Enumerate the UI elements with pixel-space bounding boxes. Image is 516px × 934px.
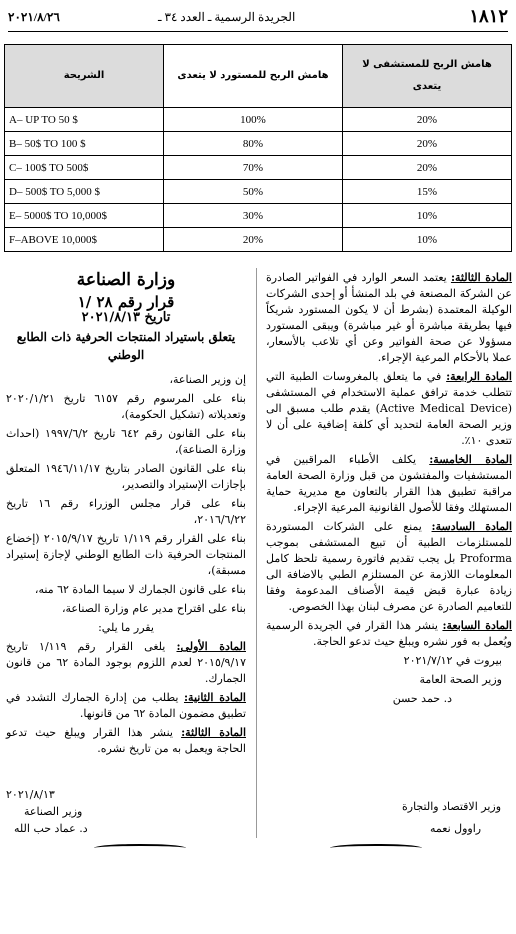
- cell-hospital-margin: 20%: [343, 108, 512, 132]
- article-label: المادة الخامسة:: [429, 453, 513, 466]
- header-rule: [8, 31, 508, 32]
- industry-minister-title: وزير الصناعة: [24, 805, 83, 818]
- article-text: يمنع على الشركات المستوردة للمستلزمات الطبية أن تبيع المستشفى بموجب Proforma بل يجب تقديم فاتورة رسمية تلحظ كامل المعلومات اللازمة عن المستلزم الطبي بالاضافة الى زيادة عبارة قبض قيمة الأصناف المدعومة وفقا للتعاميم الصادرة عن مصرف لبنان بهذا الخصوص.: [266, 520, 512, 613]
- industry-minister-name: د. عماد حب الله: [14, 822, 88, 835]
- profit-margin-table: [4, 44, 512, 252]
- page-number: ١٨١٢: [469, 6, 508, 26]
- cell-hospital-margin: 20%: [343, 132, 512, 156]
- decision-date: تاريخ ٢٠٢١/٨/١٣: [81, 310, 171, 325]
- signature-date: ٢٠٢١/٨/١٣: [6, 788, 55, 801]
- cell-price-bracket: C– 100$ TO 500$: [5, 156, 164, 180]
- header-hospital: هامش الربح للمستشفى لا يتعدى: [343, 45, 512, 108]
- cell-price-bracket: B– 50$ TO 100 $: [5, 132, 164, 156]
- cell-price-bracket: E– 5000$ TO 10,000$: [5, 204, 164, 228]
- decision-continuation: [266, 270, 512, 710]
- health-minister-name: د. حمد حسن: [392, 692, 452, 705]
- cell-hospital-margin: 15%: [343, 180, 512, 204]
- cell-hospital-margin: 10%: [343, 228, 512, 252]
- article-label: المادة الثانية:: [183, 691, 246, 704]
- page-header: [8, 8, 508, 30]
- decision-subject: يتعلق باستيراد المنتجات الحرفية ذات الطابع الوطني: [16, 330, 236, 362]
- article-text: يعتمد السعر الوارد في الفواتير الصادرة عن الشركة المصنعة في بلد المنشأ أو إحدى الشركات الوكيلة المعتمدة (بشرط أن لا يكون المستورد شريكاً فيها بطريقة مباشرة أو غير مباشرة) ويبقى المستورد مسؤولا عن صحة الفواتير وعن أي تلاعب بالأسعار، عملا بالأحكام المرعية الإجراء.: [266, 271, 512, 364]
- cell-importer-margin: 80%: [164, 132, 343, 156]
- article-text: ينشر هذا القرار ويبلغ حيث تدعو الحاجة ويعمل به من تاريخ نشره.: [6, 726, 246, 755]
- article-text: يطلب من إدارة الجمارك التشدد في تطبيق مضمون المادة ٦٢ من قانونها.: [6, 691, 246, 720]
- preamble: بناء على القرار رقم ١/١١٩ تاريخ ٢٠١٥/٩/١٧ (إخضاع المنتجات الحرفية ذات الطابع الوطني لإجازة إستيراد مسبقة)،: [6, 532, 246, 577]
- table-header-row: [5, 45, 512, 108]
- header-importer: هامش الربح للمستورد لا يتعدى: [164, 45, 343, 108]
- table-row: [5, 228, 512, 252]
- header-date: ٢٠٢١/٨/٢٦: [8, 10, 60, 24]
- table-row: [5, 204, 512, 228]
- header-title: الجريدة الرسمية ـ العدد ٣٤ ـ: [158, 10, 296, 24]
- econ-minister-title: وزير الاقتصاد والتجارة: [402, 800, 502, 813]
- article-label: المادة السابعة:: [442, 619, 512, 632]
- section-end-mark: [330, 844, 422, 852]
- section-end-mark: [94, 844, 186, 852]
- econ-minister-name: راوول نعمه: [430, 822, 482, 835]
- preamble: إن وزير الصناعة،: [169, 373, 246, 386]
- health-minister-title: وزير الصحة العامة: [419, 673, 502, 686]
- article-text: يكلف الأطباء المراقبين في المستشفيات والمفتشون من قبل وزارة الصحة العامة مراقبة تطبيق هذا القرار بالتعاون مع مديرية حماية المستهلك وفقا للأصول القانونية المرعية الإجراء.: [266, 453, 512, 514]
- article-label: المادة الرابعة:: [446, 370, 512, 383]
- ministry-title: وزارة الصناعة: [76, 270, 176, 290]
- cell-hospital-margin: 10%: [343, 204, 512, 228]
- decision-number: قرار رقم ٢٨ /١: [77, 293, 175, 311]
- header-bracket: الشريحة: [5, 45, 164, 108]
- table-row: [5, 180, 512, 204]
- cell-hospital-margin: 20%: [343, 156, 512, 180]
- cell-importer-margin: 20%: [164, 228, 343, 252]
- table-row: [5, 108, 512, 132]
- article-label: المادة الأولى:: [176, 640, 246, 653]
- article-label: المادة الثالثة:: [450, 271, 512, 284]
- column-divider: [256, 268, 257, 838]
- cell-price-bracket: F–ABOVE 10,000$: [5, 228, 164, 252]
- article-text: في ما يتعلق بالمغروسات الطبية التي تتطلب خدمة ترافق عملية الاستخدام في المستشفى (Active Medical Device) يقدم طلب مسبق الى وزير الصحة العامة لتحديد أي كلفة إضافية على أن لا تتعدى ١٠٪.: [266, 370, 513, 447]
- cell-importer-margin: 100%: [164, 108, 343, 132]
- cell-importer-margin: 70%: [164, 156, 343, 180]
- preamble: بناء على المرسوم رقم ٦١٥٧ تاريخ ٢٠٢٠/١/٢١ وتعديلاته (تشكيل الحكومة)،: [6, 392, 246, 421]
- decides-line: يقرر ما يلي:: [98, 621, 154, 634]
- preamble: بناء على اقتراح مدير عام وزارة الصناعة،: [61, 602, 246, 615]
- preamble: بناء على قرار مجلس الوزراء رقم ١٦ تاريخ ٢٠١٦/٦/٢٢،: [6, 497, 246, 526]
- preamble: بناء على القانون رقم ٦٤٢ تاريخ ١٩٩٧/٦/٢ (احداث وزارة الصناعة)،: [6, 427, 246, 456]
- cell-price-bracket: D– 500$ TO 5,000 $: [5, 180, 164, 204]
- industry-decision: [6, 270, 246, 760]
- article-label: المادة السادسة:: [431, 520, 512, 533]
- cell-price-bracket: A– UP TO 50 $: [5, 108, 164, 132]
- cell-importer-margin: 30%: [164, 204, 343, 228]
- article-text: يلغى القرار رقم ١/١١٩ تاريخ ٢٠١٥/٩/١٧ لعدم اللزوم بوجود المادة ٦٢ من قانون الجمارك.: [6, 640, 246, 685]
- article-text: ينشر هذا القرار في الجريدة الرسمية ويُعمل به فور نشره ويبلغ حيث تدعو الحاجة.: [266, 619, 512, 648]
- preamble: بناء على قانون الجمارك لا سيما المادة ٦٢ منه،: [34, 583, 246, 596]
- place-date: بيروت في ٢٠٢١/٧/١٢: [403, 654, 502, 667]
- table-row: [5, 132, 512, 156]
- preamble: بناء على القانون الصادر بتاريخ ١٩٤٦/١١/١٧ المتعلق بإجازات الإستيراد والتصدير،: [6, 462, 246, 491]
- cell-importer-margin: 50%: [164, 180, 343, 204]
- table-row: [5, 156, 512, 180]
- article-label: المادة الثالثة:: [181, 726, 246, 739]
